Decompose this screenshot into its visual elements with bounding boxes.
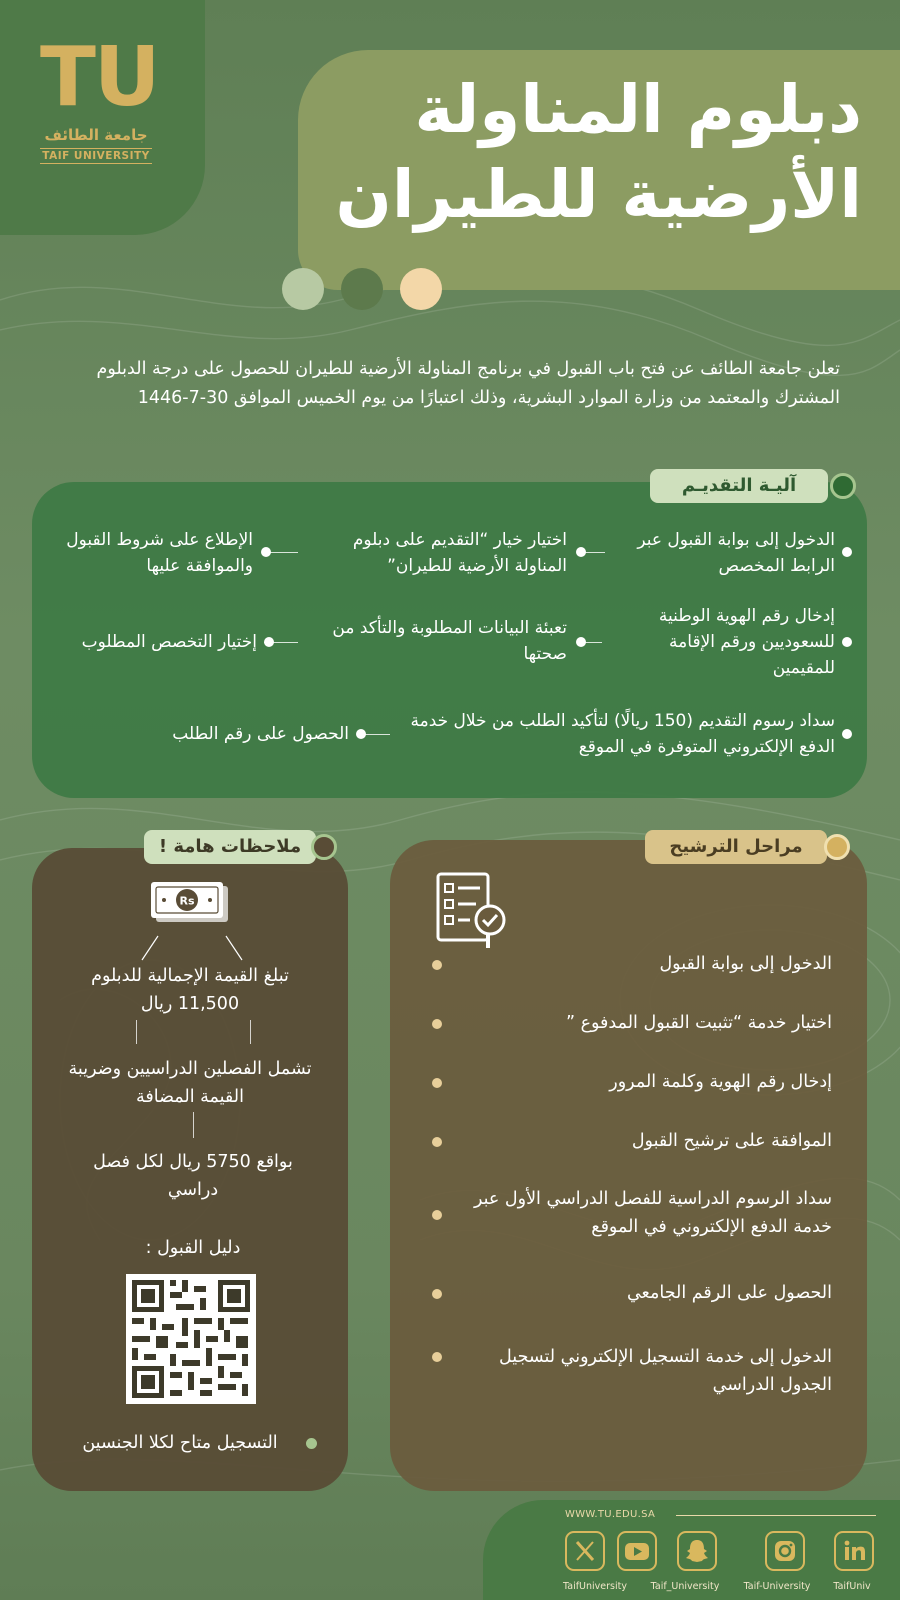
application-step-6: إختيار التخصص المطلوب — [81, 632, 257, 652]
application-step-4: إدخال رقم الهوية الوطنية للسعوديين ورقم الإقامة للمقيمين — [658, 606, 835, 678]
website-url[interactable]: WWW.TU.EDU.SA — [565, 1509, 656, 1520]
youtube-social-button[interactable] — [617, 1531, 657, 1571]
money-icon — [150, 880, 230, 924]
note-connector — [250, 1020, 251, 1044]
snapchat-icon — [679, 1533, 715, 1569]
note-connector — [193, 1112, 194, 1138]
step-bullet — [261, 547, 271, 557]
application-step-2: اختيار خيار “التقديم على دبلوم المناولة الأرضية للطيران” — [352, 530, 567, 576]
intro-paragraph: تعلن جامعة الطائف عن فتح باب القبول في برنامج المناولة الأرضية للطيران للحصول على درجة الدبلوم المشترك والمعتمد من وزارة الموارد البشرية، وذلك اعتبارًا من يوم الخميس الموافق 30-7-1446 — [96, 359, 840, 408]
stage-bullet — [432, 1019, 442, 1029]
stages-tab-dot — [824, 834, 850, 860]
snapchat-social-button[interactable] — [677, 1531, 717, 1571]
step-bullet — [842, 547, 852, 557]
step-bullet — [576, 547, 586, 557]
linkedin-icon — [836, 1533, 872, 1569]
stage-item-7: الدخول إلى خدمة التسجيل الإلكتروني لتسجيل الجدول الدراسي — [499, 1347, 832, 1395]
instagram-handle[interactable]: Taif-University — [743, 1581, 811, 1592]
step-bullet — [576, 637, 586, 647]
stage-bullet — [432, 1078, 442, 1088]
application-tab-dot — [830, 473, 856, 499]
title-line-2: الأرضية للطيران — [335, 156, 862, 233]
x-icon — [567, 1533, 603, 1569]
instagram-social-button[interactable] — [765, 1531, 805, 1571]
application-section-tab: آليـة التقديـم — [650, 469, 828, 503]
money-connector-lines — [140, 933, 244, 963]
notes-tab-dot — [311, 834, 337, 860]
registration-bullet — [306, 1438, 317, 1449]
checklist-icon — [436, 872, 510, 950]
university-name-english: TAIF UNIVERSITY — [40, 148, 152, 164]
admission-guide-qr-code[interactable] — [126, 1274, 256, 1404]
registration-note: التسجيل متاح لكلا الجنسين — [82, 1433, 278, 1453]
note-total-price: تبلغ القيمة الإجمالية للدبلوم 11,500 ريال — [91, 966, 289, 1014]
application-step-7: سداد رسوم التقديم (150 ريالًا) لتأكيد الطلب من خلال خدمة الدفع الإلكتروني المتوفرة في الموقع — [410, 711, 835, 757]
x-social-button[interactable] — [565, 1531, 605, 1571]
decorative-dot-dark — [341, 268, 383, 310]
notes-section-tab: ملاحظات هامة ! — [144, 830, 316, 864]
title-line-1: دبلوم المناولة — [414, 71, 862, 148]
stage-item-6: الحصول على الرقم الجامعي — [626, 1283, 832, 1303]
step-bullet — [842, 729, 852, 739]
note-per-semester: بواقع 5750 ريال لكل فصل دراسي — [93, 1152, 293, 1200]
x-handle[interactable]: TaifUniversity — [563, 1581, 627, 1592]
stage-bullet — [432, 1137, 442, 1147]
youtube-handle[interactable]: Taif_University — [650, 1581, 720, 1592]
linkedin-social-button[interactable] — [834, 1531, 874, 1571]
footer-divider — [676, 1515, 876, 1516]
stage-item-4: الموافقة على ترشيح القبول — [631, 1131, 832, 1151]
note-connector — [136, 1020, 137, 1044]
stage-bullet — [432, 1289, 442, 1299]
stage-bullet — [432, 960, 442, 970]
application-step-3: الإطلاع على شروط القبول والموافقة عليها — [66, 530, 253, 576]
stage-bullet — [432, 1210, 442, 1220]
instagram-icon — [767, 1533, 803, 1569]
logo-block — [0, 0, 205, 235]
stage-item-1: الدخول إلى بوابة القبول — [659, 954, 832, 974]
step-bullet — [264, 637, 274, 647]
step-bullet — [842, 637, 852, 647]
stage-bullet — [432, 1352, 442, 1362]
stage-item-2: اختيار خدمة “تثبيت القبول المدفوع ” — [565, 1013, 832, 1033]
decorative-dot-peach — [400, 268, 442, 310]
title-block — [298, 50, 900, 290]
university-logo-mark: TU — [40, 30, 159, 125]
note-includes: تشمل الفصلين الدراسيين وضريبة القيمة المضافة — [68, 1059, 312, 1107]
application-step-5: تعبئة البيانات المطلوبة والتأكد من صحتها — [332, 618, 567, 664]
application-step-8: الحصول على رقم الطلب — [172, 724, 349, 744]
stage-item-5: سداد الرسوم الدراسية للفصل الدراسي الأول عبر خدمة الدفع الإلكتروني في الموقع — [473, 1189, 832, 1237]
university-name-arabic: جامعة الطائف — [44, 126, 148, 144]
linkedin-handle[interactable]: TaifUniv — [833, 1581, 871, 1592]
youtube-icon — [619, 1533, 655, 1569]
money-icon-label: Rs — [179, 894, 195, 908]
admission-guide-label: دليل القبول : — [145, 1238, 241, 1258]
stages-section-tab: مراحل الترشيح — [645, 830, 827, 864]
stage-item-3: إدخال رقم الهوية وكلمة المرور — [609, 1072, 832, 1092]
step-connector — [362, 734, 390, 735]
decorative-dot-light — [282, 268, 324, 310]
application-step-1: الدخول إلى بوابة القبول عبر الرابط المخصص — [637, 530, 835, 576]
step-bullet — [356, 729, 366, 739]
